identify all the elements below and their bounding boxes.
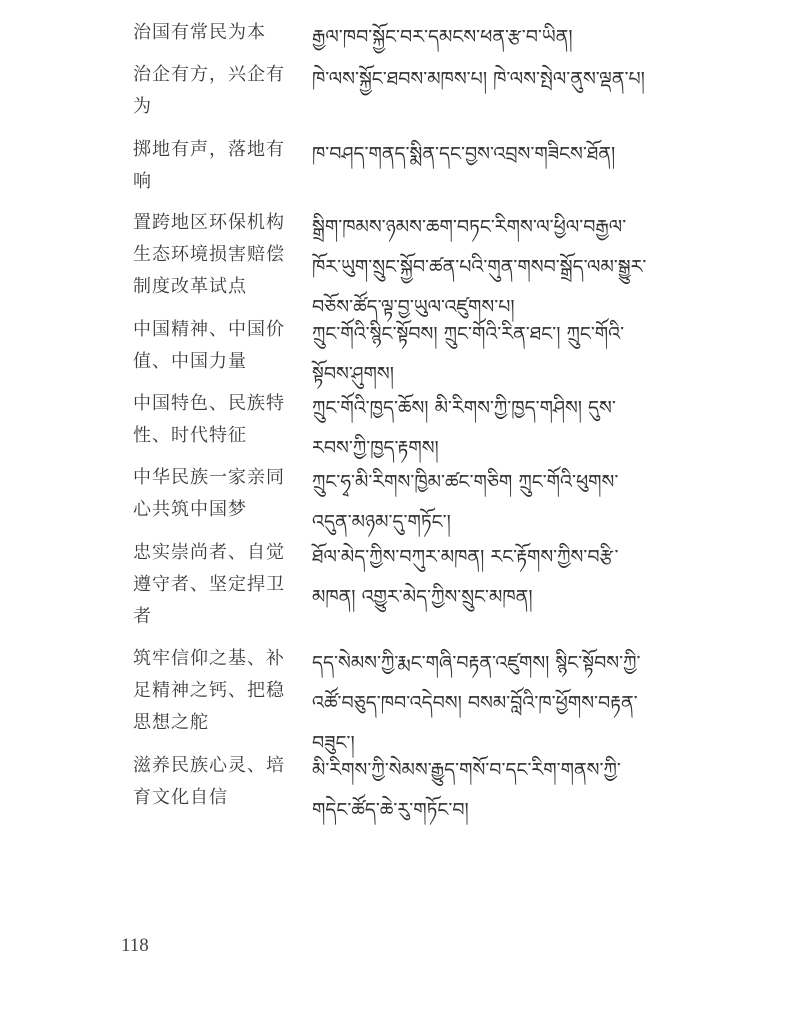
- chinese-term: 忠实崇尚者、自觉遵守者、坚定捍卫者: [133, 542, 285, 627]
- tibetan-translation: ཁ་བཤད་གནད་སྨིན་དང་བྱས་འབྲས་གཟིངས་ཐོན།: [312, 143, 616, 165]
- chinese-term: 滋养民族心灵、培育文化自信: [133, 755, 285, 808]
- tibetan-translation: ཁེ་ལས་སྐྱོང་ཐབས་མཁས་པ། ཁེ་ལས་སྤེལ་ནུས་ལྡན་པ།: [312, 68, 645, 90]
- tibetan-translation: ཀྲུང་གོའི་ཁྱད་ཆོས། མི་རིགས་ཀྱི་ཁྱད་གཤིས། དུས་རབས་ཀྱི་ཁྱད་རྟགས།: [312, 397, 616, 459]
- chinese-term: 中华民族一家亲同心共筑中国梦: [133, 467, 285, 520]
- chinese-term: 治企有方，兴企有为: [133, 64, 285, 117]
- chinese-term: 筑牢信仰之基、补足精神之钙、把稳思想之舵: [133, 648, 285, 733]
- chinese-term: 置跨地区环保机构生态环境损害赔偿制度改革试点: [133, 212, 285, 297]
- chinese-term: 治国有常民为本: [133, 22, 266, 43]
- chinese-term: 中国精神、中国价值、中国力量: [133, 319, 285, 372]
- tibetan-translation: ཀྲུང་གོའི་སྙིང་སྟོབས། ཀྲུང་གོའི་རིན་ཐང་། ཀྲུང་གོའི་སྟོབས་ཤུགས།: [312, 323, 625, 385]
- page-number: 118: [121, 935, 149, 956]
- chinese-term: 中国特色、民族特性、时代特征: [133, 393, 285, 446]
- tibetan-translation: མི་རིགས་ཀྱི་སེམས་རྒྱུད་གསོ་བ་དང་རིག་གནས་ཀྱི་གདེང་ཚོད་ཆེ་རུ་གཏོང་བ།: [312, 759, 621, 821]
- tibetan-translation: དད་སེམས་ཀྱི་རྨང་གཞི་བརྟན་འཛུགས། སྙིང་སྟོབས་ཀྱི་འཚོ་བཅུད་ཁབ་འདེབས། བསམ་བློའི་ཁ་ཕྱོགས་བརྟན་བཟུང་།: [312, 652, 641, 754]
- tibetan-translation: ཀྲུང་ཧྭ་མི་རིགས་ཁྱིམ་ཚང་གཅིག ཀྲུང་གོའི་ཕུགས་འདུན་མཉམ་དུ་གཏོང་།: [312, 471, 619, 533]
- chinese-term: 掷地有声，落地有响: [133, 139, 285, 192]
- tibetan-translation: སྒྲིག་ཁམས་ཉམས་ཆག་བཏང་རིགས་ལ་ཕྱིལ་བརྒྱལ་ཁོར་ཡུག་སྲུང་སྐྱོབ་ཚན་པའི་གུན་གསབ་སྒྲོད་ལམ་སྒྱུར་བཅོས་ཚོད་ལྟ་བྱ་ཡུལ་འཛུགས་པ།: [312, 216, 647, 318]
- tibetan-translation: ཐོལ་མེད་ཀྱིས་བཀུར་མཁན། རང་རྟོགས་ཀྱིས་བརྩི་མཁན། འགྱུར་མེད་ཀྱིས་སྲུང་མཁན།: [312, 546, 619, 608]
- tibetan-translation: རྒྱལ་ཁབ་སྐྱོང་བར་དམངས་ཕན་རྩ་བ་ཡིན།: [312, 26, 573, 48]
